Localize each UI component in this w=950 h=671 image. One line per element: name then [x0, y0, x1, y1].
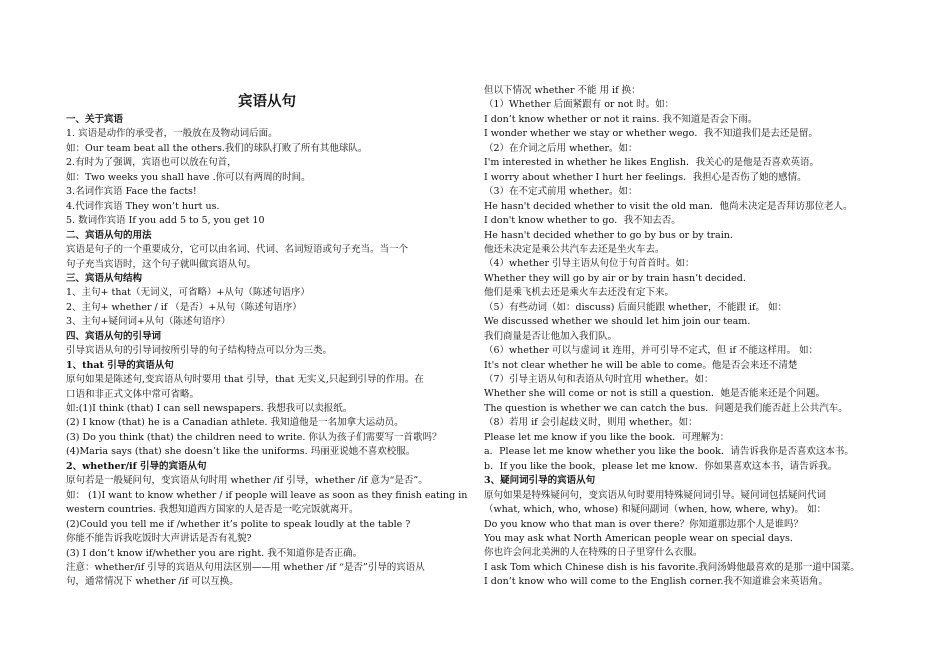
- text-line: (4)Maria says (that) she doesn’t like the uniforms. 玛丽亚说她不喜欢校服。: [66, 446, 416, 458]
- text-line: （6）whether 可以与虚词 it 连用，并可引导不定式，但 if 不能这样用。 如：: [484, 345, 819, 357]
- text-line: 你能不能告诉我吃饭时大声讲话是否有礼貌?: [66, 533, 252, 545]
- text-line: 如：Our team beat all the others.我们的球队打败了所有其他球队。: [66, 142, 368, 154]
- text-line: （2）在介词之后用 whether。如：: [484, 142, 638, 154]
- text-line: 1. 宾语是动作的承受者，一般放在及物动词后面。: [66, 128, 278, 140]
- section-heading: 3、疑问词引导的宾语从句: [484, 475, 596, 487]
- text-line: Please let me know if you like the book．可理解为：: [484, 431, 730, 443]
- text-line: western countries. 我想知道西方国家的人是否是一吃完饭就离开。: [66, 504, 359, 516]
- section-heading: 一、关于宾语: [66, 114, 124, 125]
- text-line: (3) Do you think (that) the children need to write. 你认为孩子们需要写一首歌吗？: [66, 431, 442, 443]
- text-line: 我们商量是否让他加入我们队。: [484, 330, 618, 342]
- section-heading: 1、that 引导的宾语从句: [66, 359, 174, 371]
- text-line: You may ask what North American people wear on special days.: [484, 532, 793, 544]
- text-line: （3）在不定式前用 whether。如：: [484, 186, 638, 198]
- text-line: b．If you like the book，please let me know．你如果喜欢这本书，请告诉我。: [484, 460, 838, 472]
- text-line: 3、主句+疑问词+从句（陈述句语序）: [66, 316, 231, 328]
- text-line: 但以下情况 whether 不能 用 if 换：: [484, 85, 641, 96]
- text-line: (2) I know (that) he is a Canadian athlete. 我知道他是一名加拿大运动员。: [66, 417, 404, 429]
- text-line: 5. 数词作宾语 If you add 5 to 5, you get 10: [66, 215, 265, 227]
- section-heading: 二、宾语从句的用法: [66, 229, 152, 241]
- text-line: 原句如果是特殊疑问句，变宾语从句时要用特殊疑问词引导。疑问词包括疑问代词: [484, 489, 827, 501]
- section-heading: 2、whether/if 引导的宾语从句: [66, 460, 207, 472]
- text-line: 4.代词作宾语 They won’t hurt us.: [66, 200, 220, 212]
- text-line: I don’t know whether or not it rains. 我不知道是否会下雨。: [484, 113, 758, 125]
- text-line: I worry about whether I hurt her feelings．我担心是否伤了她的感情。: [484, 171, 807, 183]
- text-line: The question is whether we can catch the bus．问题是我们能否赶上公共汽车。: [484, 402, 848, 414]
- section-heading: 三、宾语从句结构: [66, 272, 143, 284]
- text-line: (2)Could you tell me if /whether it’s polite to speak loudly at the table ?: [66, 518, 411, 530]
- text-line: He hasn't decided whether to go by bus or by train．: [484, 229, 740, 241]
- text-line: I'm interested in whether he likes English．我关心的是他是否喜欢英语。: [484, 157, 820, 169]
- text-line: 1、主句+ that（无词义，可省略）+从句（陈述句语序）: [66, 287, 310, 299]
- text-line: He hasn't decided whether to visit the old man．他尚未决定是否拜访那位老人。: [484, 200, 853, 212]
- text-line: 你也许会问北美洲的人在特殊的日子里穿什么衣服。: [484, 547, 703, 559]
- text-line: （4）whether 引导主语从句位于句首首时。如：: [484, 258, 695, 270]
- text-line: 原句若是一般疑问句，变宾语从句时用 whether /if 引导，whether /if 意为“是否”。: [66, 475, 428, 487]
- text-line: 3.名词作宾语 Face the facts!: [66, 186, 197, 198]
- text-line: I don’t know who will come to the English corner.我不知道谁会来英语角。: [484, 576, 828, 588]
- text-line: 句子充当宾语时，这个句子就叫做宾语从句。: [66, 258, 257, 270]
- text-line: 原句如果是陈述句,变宾语从句时要用 that 引导，that 无实义,只起到引导的作用。在: [66, 374, 424, 386]
- text-line: 他们是乘飞机去还是乘火车去还没有定下来。: [484, 287, 675, 299]
- text-line: 如：Two weeks you shall have .你可以有两周的时间。: [66, 171, 311, 183]
- text-line: Do you know who that man is over there？你知道那边那个人是谁吗？: [484, 518, 803, 530]
- text-line: 2.有时为了强调，宾语也可以放在句首，: [66, 157, 237, 169]
- text-line: We discussed whether we should let him join our team.: [484, 316, 751, 328]
- text-line: (3) I don’t know if/whether you are right. 我不知道你是否正确。: [66, 547, 363, 559]
- text-line: （7）引导主语从句和表语从句时宜用 whether。如：: [484, 374, 714, 385]
- text-line: 如： (1)I want to know whether / if people will leave as soon as they finish eating in: [66, 489, 468, 501]
- text-line: （1）Whether 后面紧跟有 or not 时。如：: [484, 99, 675, 111]
- text-line: Whether she will come or not is still a question．她是否能来还是个问题。: [484, 388, 826, 400]
- section-heading: 四、宾语从句的引导词: [66, 330, 162, 342]
- text-line: I don't know whether to go．我不知去否。: [484, 215, 681, 227]
- text-line: 引导宾语从句的引导词按所引导的句子结构特点可以分为三类。: [66, 345, 333, 357]
- text-line: It's not clear whether he will be able to come。他是否会来还不清楚: [484, 359, 798, 371]
- text-line: I wonder whether we stay or whether wego．我不知道我们是去还是留。: [484, 128, 818, 140]
- text-line: （5）有些动词（如：discuss) 后面只能跟 whether，不能跟 if。 如：: [484, 301, 788, 313]
- text-line: （what, which, who, whose) 和疑问副词（when, how, where, why)。 如：: [484, 504, 827, 516]
- text-line: （8）若用 if 会引起歧义时，则用 whether。如：: [484, 417, 698, 429]
- page-title: 宾语从句: [238, 93, 296, 110]
- text-line: a．Please let me know whether you like the book．请告诉我你是否喜欢这本书。: [484, 446, 854, 458]
- text-line: I ask Tom which Chinese dish is his favorite.我问汤姆他最喜欢的是那一道中国菜。: [484, 561, 860, 573]
- text-line: 他还未决定是乘公共汽车去还是坐火车去。: [484, 243, 665, 255]
- text-line: 宾语是句子的一个重要成分，它可以由名词、代词、名词短语或句子充当。当一个: [66, 244, 409, 256]
- text-line: 句，通常情况下 whether /if 可以互换。: [66, 576, 239, 588]
- text-line: 2、主句+ whether / if （是否）+从句（陈述句语序）: [66, 301, 302, 313]
- text-line: 口语和非正式文体中常可省略。: [66, 388, 200, 400]
- text-line: 注意：whether/if 引导的宾语从句用法区别——用 whether /if “是否”引导的宾语从: [66, 561, 425, 573]
- text-line: 如:(1)I think (that) I can sell newspapers. 我想我可以卖报纸。: [66, 403, 353, 414]
- text-line: Whether they will go by air or by train hasn’t decided.: [484, 272, 746, 284]
